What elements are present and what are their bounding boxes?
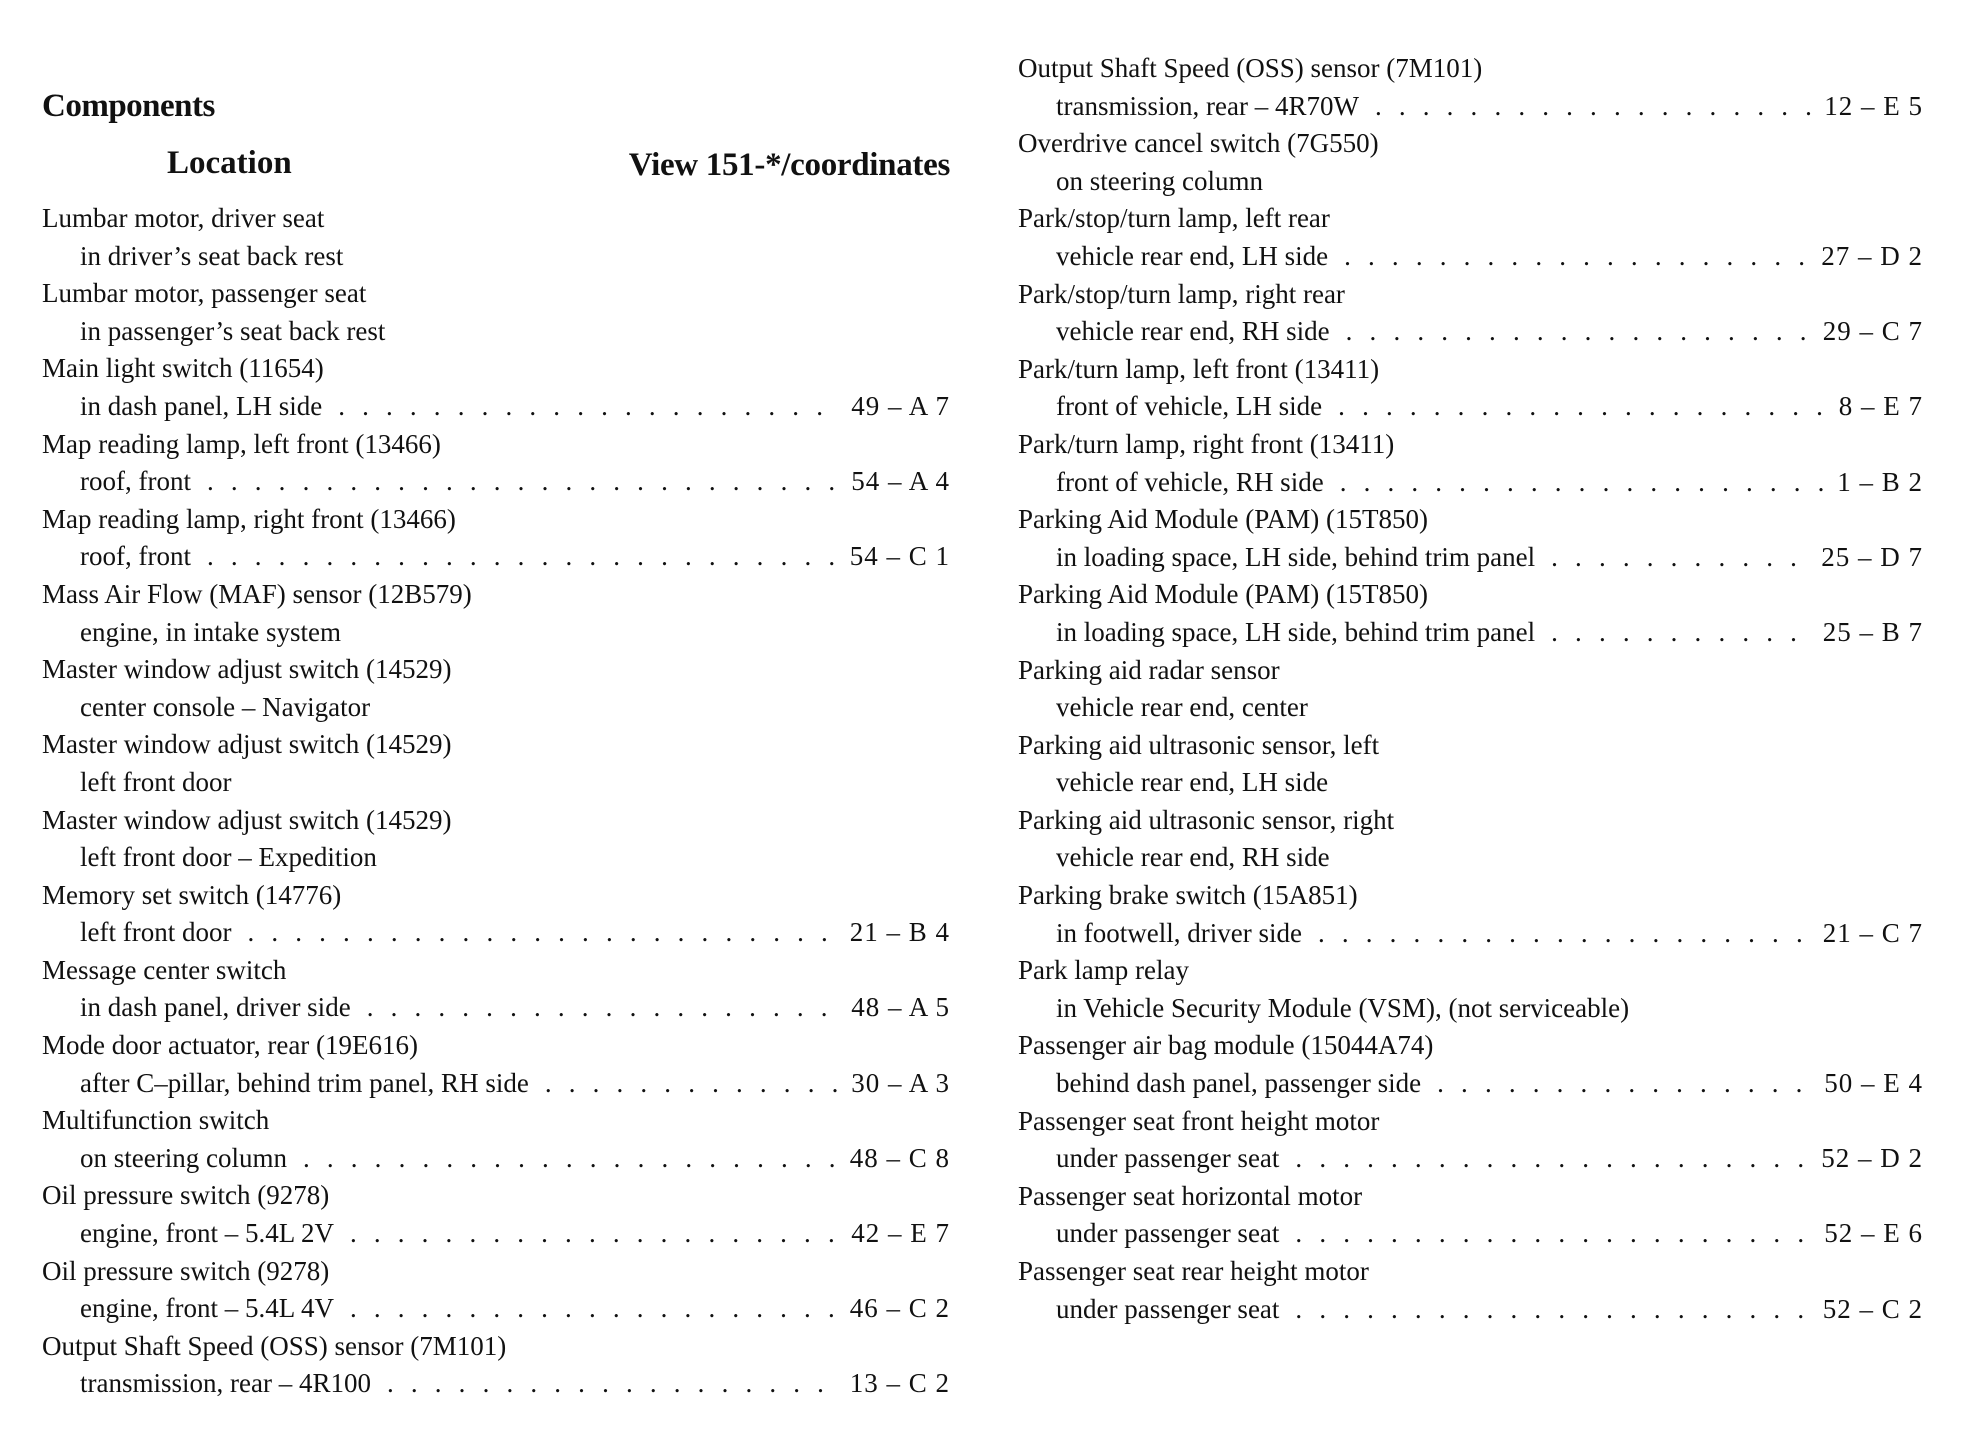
component-entry (42, 651, 950, 726)
component-entry (1018, 802, 1923, 877)
component-entry (1018, 727, 1923, 802)
component-location-row (42, 538, 950, 576)
component-name: Parking Aid Module (PAM) (15T850) (1018, 504, 1428, 535)
component-entry (1018, 952, 1923, 1027)
dot-leader (367, 989, 840, 1027)
component-entry (42, 1177, 950, 1252)
component-location-row (42, 689, 950, 727)
component-entry (1018, 1103, 1923, 1178)
component-name: Output Shaft Speed (OSS) sensor (7M101) (42, 1330, 507, 1361)
component-name: Master window adjust switch (14529) (42, 804, 452, 835)
component-location-row (42, 388, 950, 426)
component-entry (42, 576, 950, 651)
dot-leader (1551, 539, 1809, 577)
component-location: after C–pillar, behind trim panel, RH side (80, 1067, 529, 1098)
dot-leader (350, 1215, 839, 1253)
component-location: in footwell, driver side (1056, 917, 1302, 948)
component-location: engine, front – 5.4L 2V (80, 1218, 334, 1249)
component-name: Parking brake switch (15A851) (1018, 880, 1358, 911)
dot-leader (1437, 1065, 1812, 1103)
dot-leader (350, 1290, 838, 1328)
component-location: behind dash panel, passenger side (1056, 1068, 1422, 1099)
component-name: Master window adjust switch (14529) (42, 729, 452, 760)
component-name: Passenger seat horizontal motor (1018, 1180, 1363, 1211)
view-coordinate: 50 – E 4 (1824, 1068, 1923, 1099)
dot-leader (1295, 1215, 1812, 1253)
component-name: Park/stop/turn lamp, right rear (1018, 278, 1345, 309)
component-location-row (42, 1140, 950, 1178)
dot-leader (545, 1065, 839, 1103)
component-location-row (42, 238, 950, 276)
component-entry (1018, 1253, 1923, 1328)
component-location-row (1018, 539, 1923, 577)
component-entry (1018, 351, 1923, 426)
dot-leader (247, 914, 837, 952)
dot-leader (1295, 1291, 1810, 1329)
view-coordinate: 30 – A 3 (851, 1067, 950, 1098)
view-coordinate: 21 – C 7 (1822, 917, 1923, 948)
component-name: Main light switch (11654) (42, 353, 324, 384)
component-location: front of vehicle, LH side (1056, 391, 1323, 422)
component-name: Multifunction switch (42, 1105, 270, 1136)
component-location: vehicle rear end, center (1056, 692, 1308, 723)
component-location: center console – Navigator (80, 691, 371, 722)
component-location-row (42, 914, 950, 952)
component-location-row (42, 614, 950, 652)
dot-leader (1318, 915, 1811, 953)
component-location: in dash panel, driver side (80, 992, 351, 1023)
component-name: Mass Air Flow (MAF) sensor (12B579) (42, 578, 472, 609)
component-location-row (1018, 1291, 1923, 1329)
component-location: on steering column (1056, 165, 1263, 196)
component-location-row (1018, 388, 1923, 426)
component-location-row (1018, 464, 1923, 502)
component-name: Oil pressure switch (9278) (42, 1255, 330, 1286)
component-location: roof, front (80, 541, 191, 572)
component-location: in loading space, LH side, behind trim panel (1056, 616, 1536, 647)
component-name: Lumbar motor, driver seat (42, 203, 325, 233)
view-coordinate: 46 – C 2 (849, 1293, 950, 1324)
component-location-row (1018, 839, 1923, 877)
component-location-row (42, 1065, 950, 1103)
component-name: Mode door actuator, rear (19E616) (42, 1030, 419, 1061)
component-location-row (1018, 990, 1923, 1028)
component-location-row (1018, 614, 1923, 652)
component-entry (42, 877, 950, 952)
dot-leader (1344, 238, 1809, 276)
component-entry (1018, 501, 1923, 576)
component-name: Overdrive cancel switch (7G550) (1018, 128, 1379, 159)
component-location: left front door – Expedition (80, 842, 377, 873)
component-name: Park/turn lamp, left front (13411) (1018, 353, 1380, 384)
left-entry-list (42, 200, 950, 1403)
view-coordinate: 48 – A 5 (851, 992, 950, 1023)
component-location-row (1018, 313, 1923, 351)
dot-leader (1338, 388, 1827, 426)
view-coordinate: 21 – B 4 (849, 917, 950, 948)
view-coordinate: 54 – C 1 (849, 541, 950, 572)
dot-leader (1551, 614, 1811, 652)
component-entry (1018, 200, 1923, 275)
component-location-row (42, 1365, 950, 1403)
component-location: in dash panel, LH side (80, 390, 323, 421)
component-location: vehicle rear end, RH side (1056, 842, 1330, 873)
component-entry (42, 1328, 950, 1403)
component-location: left front door (80, 917, 232, 948)
component-name: Message center switch (42, 954, 287, 985)
location-column-heading: Location (167, 145, 292, 181)
component-location: left front door (80, 766, 232, 797)
component-entry (42, 275, 950, 350)
view-coordinates-column-heading: View 151-*/coordinates (628, 147, 950, 183)
component-location-row (1018, 1215, 1923, 1253)
component-name: Parking aid radar sensor (1018, 654, 1280, 685)
component-entry (1018, 652, 1923, 727)
component-name: Oil pressure switch (9278) (42, 1180, 330, 1211)
view-coordinate: 25 – D 7 (1821, 541, 1923, 572)
component-entry (1018, 1027, 1923, 1102)
view-coordinate: 12 – E 5 (1824, 90, 1923, 121)
component-location: vehicle rear end, RH side (1056, 316, 1330, 347)
dot-leader (1340, 464, 1826, 502)
component-location-row (42, 313, 950, 351)
component-name: Lumbar motor, passenger seat (42, 278, 367, 309)
dot-leader (338, 388, 839, 426)
component-location-row (42, 989, 950, 1027)
component-location-row (1018, 764, 1923, 802)
component-entry (42, 1102, 950, 1177)
component-location: roof, front (80, 466, 191, 497)
dot-leader (1346, 313, 1811, 351)
component-location-row (1018, 1140, 1923, 1178)
view-coordinate: 1 – B 2 (1837, 466, 1923, 497)
view-coordinate: 29 – C 7 (1822, 316, 1923, 347)
component-entry (1018, 125, 1923, 200)
component-name: Park lamp relay (1018, 955, 1189, 986)
component-location-row (42, 839, 950, 877)
component-entry (42, 350, 950, 425)
component-location-row (1018, 163, 1923, 201)
component-entry (1018, 1178, 1923, 1253)
component-location: in passenger’s seat back rest (80, 315, 386, 346)
component-location: transmission, rear – 4R100 (80, 1368, 371, 1399)
component-location: in driver’s seat back rest (80, 240, 344, 271)
component-entry (1018, 50, 1923, 125)
dot-leader (387, 1365, 838, 1403)
component-name: Parking aid ultrasonic sensor, left (1018, 729, 1380, 760)
component-entry (42, 726, 950, 801)
component-location-row (1018, 915, 1923, 953)
component-location: vehicle rear end, LH side (1056, 767, 1329, 798)
view-coordinate: 52 – D 2 (1821, 1143, 1923, 1174)
dot-leader (207, 463, 839, 501)
component-location: engine, in intake system (80, 616, 341, 647)
component-name: Memory set switch (14776) (42, 879, 342, 910)
dot-leader (303, 1140, 838, 1178)
view-coordinate: 25 – B 7 (1822, 616, 1923, 647)
component-name: Park/stop/turn lamp, left rear (1018, 203, 1330, 234)
view-coordinate: 27 – D 2 (1821, 240, 1923, 271)
view-coordinate: 52 – E 6 (1824, 1218, 1923, 1249)
component-entry (1018, 426, 1923, 501)
section-title: Components (42, 88, 215, 124)
component-location: on steering column (80, 1142, 287, 1173)
component-entry (1018, 576, 1923, 651)
component-location-row (1018, 88, 1923, 126)
component-name: Parking Aid Module (PAM) (15T850) (1018, 579, 1428, 610)
component-name: Map reading lamp, right front (13466) (42, 503, 456, 534)
component-location-row (1018, 1065, 1923, 1103)
component-location: under passenger seat (1056, 1293, 1280, 1324)
component-entry (42, 1253, 950, 1328)
component-location: front of vehicle, RH side (1056, 466, 1324, 497)
dot-leader (1375, 88, 1812, 126)
component-name: Park/turn lamp, right front (13411) (1018, 428, 1395, 459)
component-entry (1018, 276, 1923, 351)
component-name: Output Shaft Speed (OSS) sensor (7M101) (1018, 53, 1483, 83)
component-location: in Vehicle Security Module (VSM), (not serviceable) (1056, 992, 1630, 1023)
component-location: vehicle rear end, LH side (1056, 240, 1329, 271)
component-location: transmission, rear – 4R70W (1056, 90, 1359, 121)
view-coordinate: 42 – E 7 (851, 1218, 950, 1249)
component-name: Passenger seat front height motor (1018, 1105, 1380, 1136)
component-name: Passenger seat rear height motor (1018, 1256, 1369, 1286)
view-coordinate: 52 – C 2 (1822, 1293, 1923, 1324)
component-location-row (42, 1215, 950, 1253)
component-location-row (42, 1290, 950, 1328)
component-name: Master window adjust switch (14529) (42, 654, 452, 685)
component-name: Map reading lamp, left front (13466) (42, 428, 441, 459)
right-entry-list (1018, 50, 1923, 1328)
view-coordinate: 48 – C 8 (849, 1142, 950, 1173)
component-entry (42, 426, 950, 501)
view-coordinate: 49 – A 7 (851, 390, 950, 421)
component-location: engine, front – 5.4L 4V (80, 1293, 334, 1324)
component-location: in loading space, LH side, behind trim panel (1056, 541, 1536, 572)
component-entry (42, 952, 950, 1027)
component-location-row (1018, 238, 1923, 276)
view-coordinate: 54 – A 4 (851, 466, 950, 497)
dot-leader (207, 538, 838, 576)
component-location-row (42, 463, 950, 501)
view-coordinate: 8 – E 7 (1838, 391, 1923, 422)
component-location: under passenger seat (1056, 1218, 1280, 1249)
component-name: Passenger air bag module (15044A74) (1018, 1030, 1434, 1061)
component-entry (42, 1027, 950, 1102)
component-entry (42, 802, 950, 877)
view-coordinate: 13 – C 2 (849, 1368, 950, 1399)
component-location: under passenger seat (1056, 1143, 1280, 1174)
component-location-row (1018, 689, 1923, 727)
component-entry (42, 501, 950, 576)
component-entry (42, 200, 950, 275)
component-location-row (42, 764, 950, 802)
dot-leader (1295, 1140, 1809, 1178)
component-name: Parking aid ultrasonic sensor, right (1018, 804, 1395, 835)
component-entry (1018, 877, 1923, 952)
